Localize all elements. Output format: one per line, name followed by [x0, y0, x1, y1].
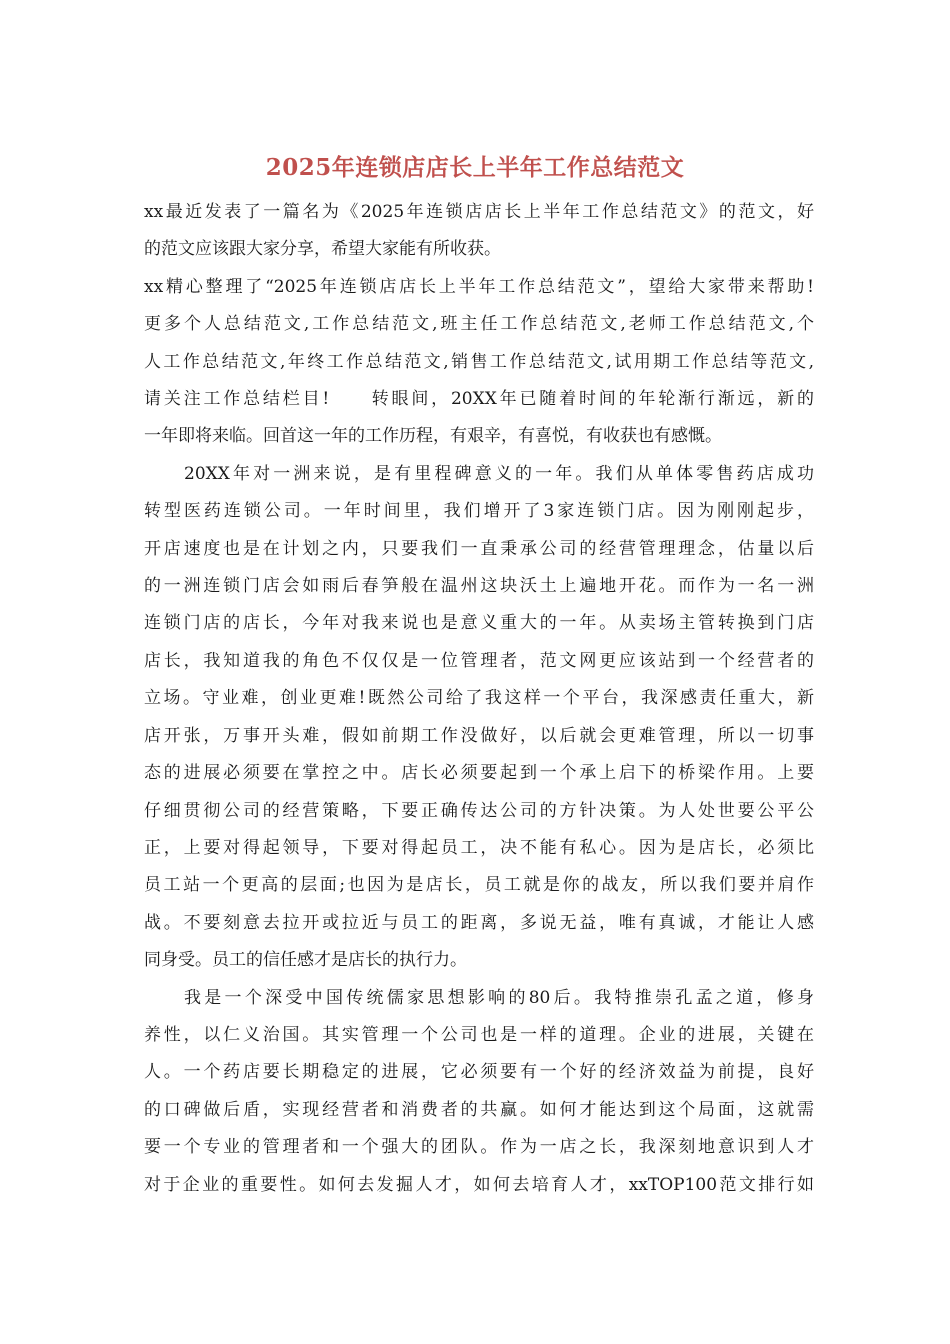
paragraph-line: 店长，我知道我的角色不仅仅是一位管理者，范文网更应该站到一个经营者的 [144, 650, 814, 671]
paragraph-line: 正，上要对得起领导，下要对得起员工，决不能有私心。因为是店长，必须比 [144, 837, 814, 858]
intro-line: xx精心整理了“2025年连锁店店长上半年工作总结范文”，望给大家带来帮助! [144, 276, 814, 297]
intro-line: xx最近发表了一篇名为《2025年连锁店店长上半年工作总结范文》的范文，好 [144, 202, 814, 222]
intro-line: 更多个人总结范文,工作总结范文,班主任工作总结范文,老师工作总结范文,个 [144, 314, 814, 335]
paragraph-line: 员工站一个更高的层面;也因为是店长，员工就是你的战友，所以我们要并肩作 [144, 875, 814, 896]
paragraph-line: 20XX年对一洲来说，是有里程碑意义的一年。我们从单体零售药店成功 [184, 463, 814, 484]
paragraph-line: 的一洲连锁门店会如雨后春笋般在温州这块沃土上遍地开花。而作为一名一洲 [144, 576, 814, 597]
paragraph-line: 态的进展必须要在掌控之中。店长必须要起到一个承上启下的桥梁作用。上要 [144, 763, 814, 784]
intro-line: 人工作总结范文,年终工作总结范文,销售工作总结范文,试用期工作总结等范文, [144, 351, 814, 372]
paragraph-line: 对于企业的重要性。如何去发掘人才，如何去培育人才，xxTOP100范文排行如 [144, 1174, 814, 1195]
paragraph-line: 同身受。员工的信任感才是店长的执行力。 [144, 950, 467, 971]
paragraph-line: 养性，以仁义治国。其实管理一个公司也是一样的道理。企业的进展，关键在 [144, 1024, 814, 1045]
paragraph-line: 立场。守业难，创业更难!既然公司给了我这样一个平台，我深感责任重大，新 [144, 688, 814, 709]
paragraph-line: 转型医药连锁公司。一年时间里，我们增开了3家连锁门店。因为刚刚起步， [144, 501, 814, 522]
paragraph-line: 人。一个药店要长期稳定的进展，它必须要有一个好的经济效益为前提，良好 [144, 1062, 814, 1083]
paragraph-line: 要一个专业的管理者和一个强大的团队。作为一店之长，我深刻地意识到人才 [144, 1137, 814, 1158]
paragraph-line: 战。不要刻意去拉开或拉近与员工的距离，多说无益，唯有真诚，才能让人感 [144, 912, 814, 933]
paragraph-line: 开店速度也是在计划之内，只要我们一直秉承公司的经营管理理念，估量以后 [144, 538, 814, 559]
intro-line: 请关注工作总结栏目! 转眼间，20XX年已随着时间的年轮渐行渐远，新的 [144, 389, 814, 410]
paragraph-line: 店开张，万事开头难，假如前期工作没做好，以后就会更难管理，所以一切事 [144, 725, 814, 746]
paragraph-line: 连锁门店的店长，今年对我来说也是意义重大的一年。从卖场主管转换到门店 [144, 613, 814, 634]
document-body [144, 194, 814, 1204]
intro-line: 一年即将来临。回首这一年的工作历程，有艰辛，有喜悦，有收获也有感慨。 [144, 426, 722, 447]
paragraph-line: 仔细贯彻公司的经营策略，下要正确传达公司的方针决策。为人处世要公平公 [144, 800, 814, 821]
intro-line: 的范文应该跟大家分享，希望大家能有所收获。 [144, 239, 501, 260]
document-title: 2025年连锁店店长上半年工作总结范文 [265, 154, 685, 181]
paragraph-line: 的口碑做后盾，实现经营者和消费者的共赢。如何才能达到这个局面，这就需 [144, 1099, 814, 1120]
paragraph-line: 我是一个深受中国传统儒家思想影响的80后。我特推崇孔孟之道，修身 [184, 987, 814, 1008]
